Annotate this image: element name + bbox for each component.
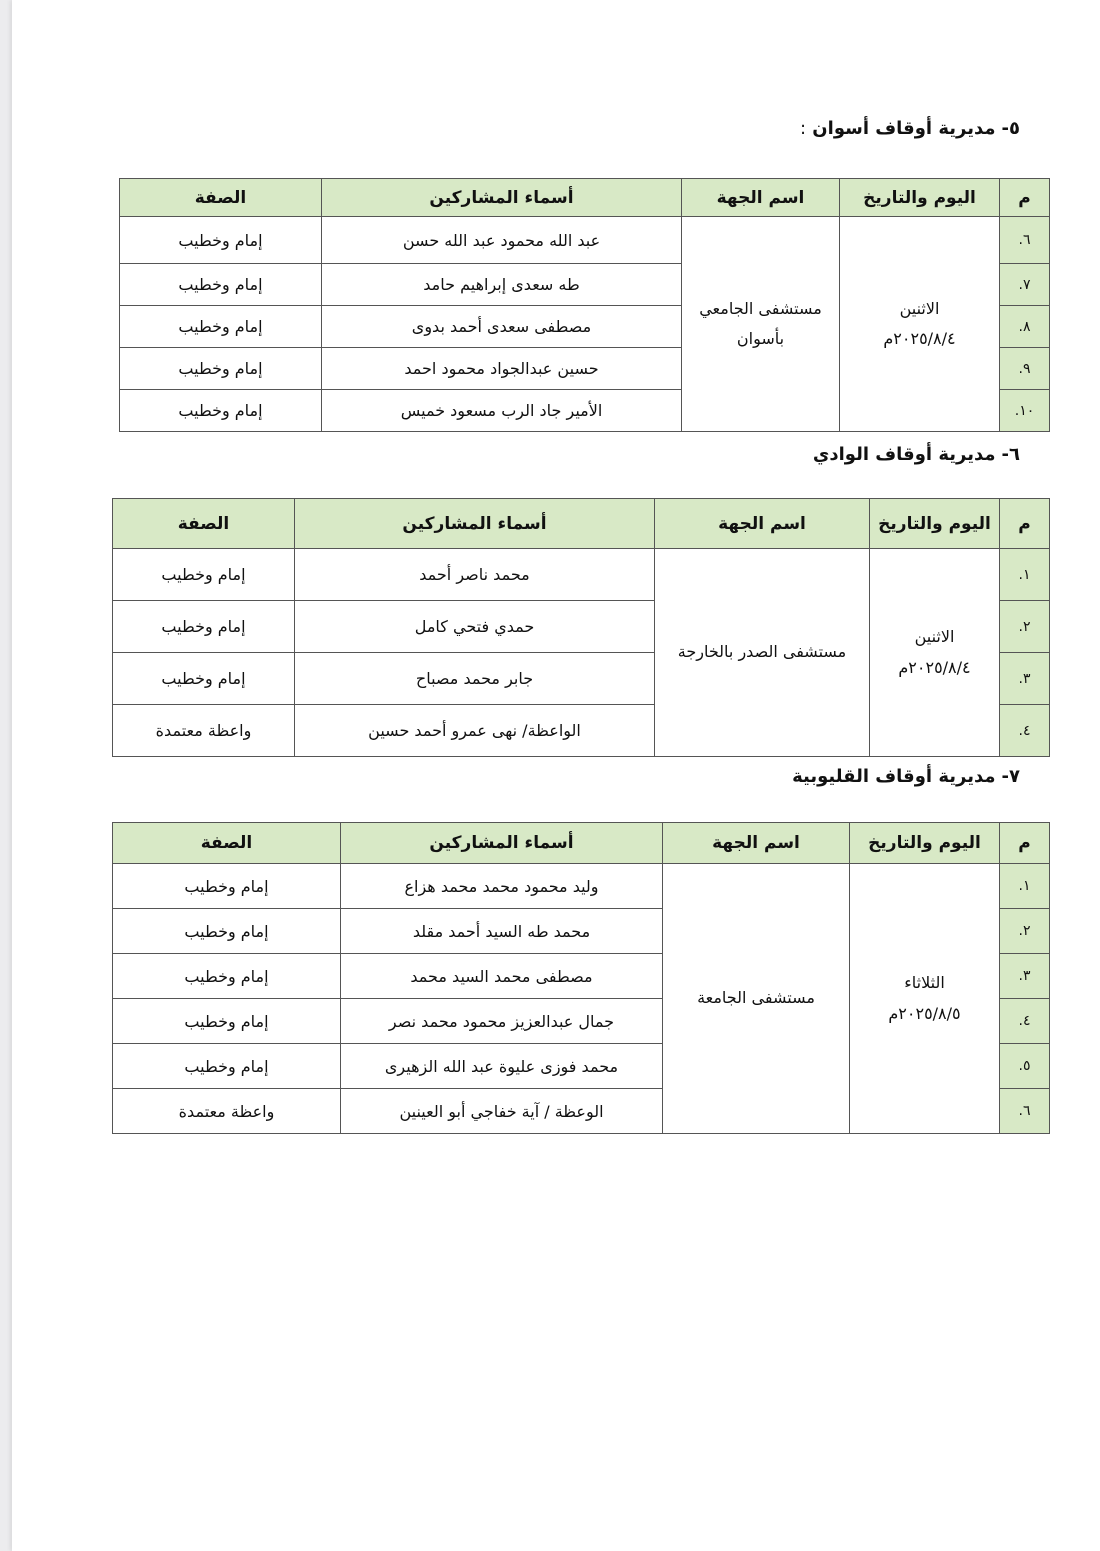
participant-name: وليد محمود محمد محمد هزاع	[341, 864, 663, 909]
row-index: ١٠.	[1000, 390, 1050, 432]
entity-cell	[663, 864, 850, 1134]
date-cell	[850, 864, 1000, 1134]
participant-name: محمد فوزى عليوة عبد الله الزهيرى	[341, 1044, 663, 1089]
table-header-row	[113, 823, 1050, 864]
section-number: ٥-	[1001, 118, 1020, 139]
date-label: ٢٠٢٥/٨/٤م	[883, 329, 956, 348]
section-number: ٧-	[1001, 766, 1020, 787]
row-index: ٩.	[1000, 348, 1050, 390]
participant-name: الواعظة/ نهى عمرو أحمد حسين	[295, 705, 655, 757]
row-index: ٣.	[1000, 653, 1050, 705]
participant-role: إمام وخطيب	[113, 954, 341, 999]
participant-name: مصطفى سعدى أحمد بدوى	[322, 306, 682, 348]
participant-role: إمام وخطيب	[113, 653, 295, 705]
row-index: ٦.	[1000, 1089, 1050, 1134]
table-row	[113, 549, 1050, 601]
participant-role: واعظة معتمدة	[113, 1089, 341, 1134]
participant-role: واعظة معتمدة	[113, 705, 295, 757]
header-names: أسماء المشاركين	[295, 499, 655, 549]
day-label: الاثنين	[914, 627, 955, 647]
header-date: اليوم والتاريخ	[840, 179, 1000, 217]
participant-role: إمام وخطيب	[113, 999, 341, 1044]
participant-name: محمد ناصر أحمد	[295, 549, 655, 601]
row-index: ٥.	[1000, 1044, 1050, 1089]
row-index: ٣.	[1000, 954, 1050, 999]
header-entity: اسم الجهة	[663, 823, 850, 864]
participant-role: إمام وخطيب	[120, 264, 322, 306]
participant-name: جابر محمد مصباح	[295, 653, 655, 705]
header-role: الصفة	[113, 499, 295, 549]
table-header-row	[113, 499, 1050, 549]
row-index: ١.	[1000, 549, 1050, 601]
header-date: اليوم والتاريخ	[870, 499, 1000, 549]
row-index: ٤.	[1000, 999, 1050, 1044]
entity-line-1: مستشفى الصدر بالخارجة	[677, 642, 847, 662]
participant-role: إمام وخطيب	[113, 601, 295, 653]
table-row	[120, 217, 1050, 264]
participant-name: جمال عبدالعزيز محمود محمد نصر	[341, 999, 663, 1044]
section-name: مديرية أوقاف أسوان	[812, 118, 996, 139]
entity-line-1: مستشفى الجامعة	[697, 988, 815, 1008]
participant-name: حمدي فتحي كامل	[295, 601, 655, 653]
table-row	[113, 864, 1050, 909]
participant-name: مصطفى محمد السيد محمد	[341, 954, 663, 999]
participant-role: إمام وخطيب	[113, 549, 295, 601]
participant-role: إمام وخطيب	[113, 1044, 341, 1089]
participant-name: محمد طه السيد أحمد مقلد	[341, 909, 663, 954]
row-index: ٨.	[1000, 306, 1050, 348]
date-label: ٢٠٢٥/٨/٤م	[898, 657, 971, 677]
participant-name: عبد الله محمود عبد الله حسن	[322, 217, 682, 264]
participant-name: الأمير جاد الرب مسعود خميس	[322, 390, 682, 432]
participant-name: طه سعدى إبراهيم حامد	[322, 264, 682, 306]
section-title-wadi	[813, 444, 1020, 465]
participant-role: إمام وخطيب	[113, 864, 341, 909]
section-title-qalyubia	[792, 766, 1020, 787]
header-idx: م	[1000, 823, 1050, 864]
date-label: ٢٠٢٥/٨/٥م	[888, 1003, 961, 1023]
header-idx: م	[1000, 179, 1050, 217]
schedule-table-wadi	[112, 498, 1050, 757]
entity-cell	[655, 549, 870, 757]
entity-line-1: مستشفى الجامعي	[699, 298, 822, 318]
participant-name: الوعظة / آية خفاجي أبو العينين	[341, 1089, 663, 1134]
row-index: ٦.	[1000, 217, 1050, 264]
document-page	[12, 0, 1100, 1551]
header-names: أسماء المشاركين	[322, 179, 682, 217]
date-cell	[840, 217, 1000, 432]
schedule-table-qalyubia	[112, 822, 1050, 1134]
participant-role: إمام وخطيب	[120, 217, 322, 264]
section-suffix: :	[799, 118, 807, 139]
header-entity: اسم الجهة	[682, 179, 840, 217]
section-number: ٦-	[1001, 444, 1020, 465]
row-index: ٢.	[1000, 909, 1050, 954]
section-name: مديرية أوقاف القليوبية	[792, 766, 996, 787]
participant-role: إمام وخطيب	[120, 390, 322, 432]
section-name: مديرية أوقاف الوادي	[812, 444, 996, 465]
header-role: الصفة	[120, 179, 322, 217]
day-label: الاثنين	[899, 298, 940, 318]
day-label: الثلاثاء	[904, 973, 945, 993]
header-names: أسماء المشاركين	[341, 823, 663, 864]
date-cell	[870, 549, 1000, 757]
header-entity: اسم الجهة	[655, 499, 870, 549]
row-index: ١.	[1000, 864, 1050, 909]
entity-cell	[682, 217, 840, 432]
schedule-table-aswan	[119, 178, 1050, 432]
participant-name: حسين عبدالجواد محمود احمد	[322, 348, 682, 390]
row-index: ٧.	[1000, 264, 1050, 306]
participant-role: إمام وخطيب	[120, 306, 322, 348]
header-date: اليوم والتاريخ	[850, 823, 1000, 864]
row-index: ٢.	[1000, 601, 1050, 653]
participant-role: إمام وخطيب	[113, 909, 341, 954]
section-title-aswan	[800, 118, 1020, 139]
table-header-row	[120, 179, 1050, 217]
row-index: ٤.	[1000, 705, 1050, 757]
participant-role: إمام وخطيب	[120, 348, 322, 390]
header-role: الصفة	[113, 823, 341, 864]
entity-line-2: بأسوان	[736, 329, 785, 348]
header-idx: م	[1000, 499, 1050, 549]
